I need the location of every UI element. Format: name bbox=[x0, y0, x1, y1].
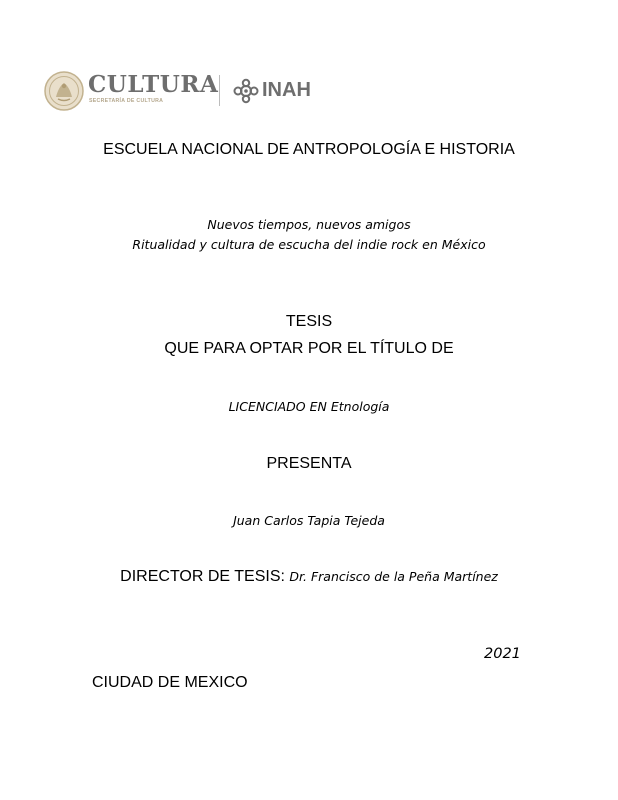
institution-name: ESCUELA NACIONAL DE ANTROPOLOGÍA E HISTORIA bbox=[103, 141, 515, 158]
thesis-subtitle: Ritualidad y cultura de escucha del indie rock en México bbox=[132, 237, 486, 252]
cultura-logo-subtitle: SECRETARÍA DE CULTURA bbox=[89, 98, 164, 104]
director-label: DIRECTOR DE TESIS: bbox=[120, 568, 285, 585]
inah-logo-text: INAH bbox=[262, 79, 311, 101]
logo-divider bbox=[219, 75, 220, 106]
cultura-logo-text: CULTURA bbox=[88, 71, 219, 98]
year: 2021 bbox=[484, 646, 521, 662]
inah-emblem-icon bbox=[232, 78, 260, 104]
thesis-title: Nuevos tiempos, nuevos amigos bbox=[207, 217, 411, 232]
director-line bbox=[0, 569, 618, 585]
director-name: Dr. Francisco de la Peña Martínez bbox=[289, 569, 498, 584]
presenta-label: PRESENTA bbox=[266, 455, 352, 472]
mexico-seal-icon bbox=[44, 71, 84, 111]
author-name: Juan Carlos Tapia Tejeda bbox=[233, 513, 385, 528]
tesis-label: TESIS bbox=[285, 313, 333, 330]
degree-title: LICENCIADO EN Etnología bbox=[228, 399, 390, 414]
city: CIUDAD DE MEXICO bbox=[92, 674, 248, 691]
degree-purpose: QUE PARA OPTAR POR EL TÍTULO DE bbox=[164, 340, 454, 357]
